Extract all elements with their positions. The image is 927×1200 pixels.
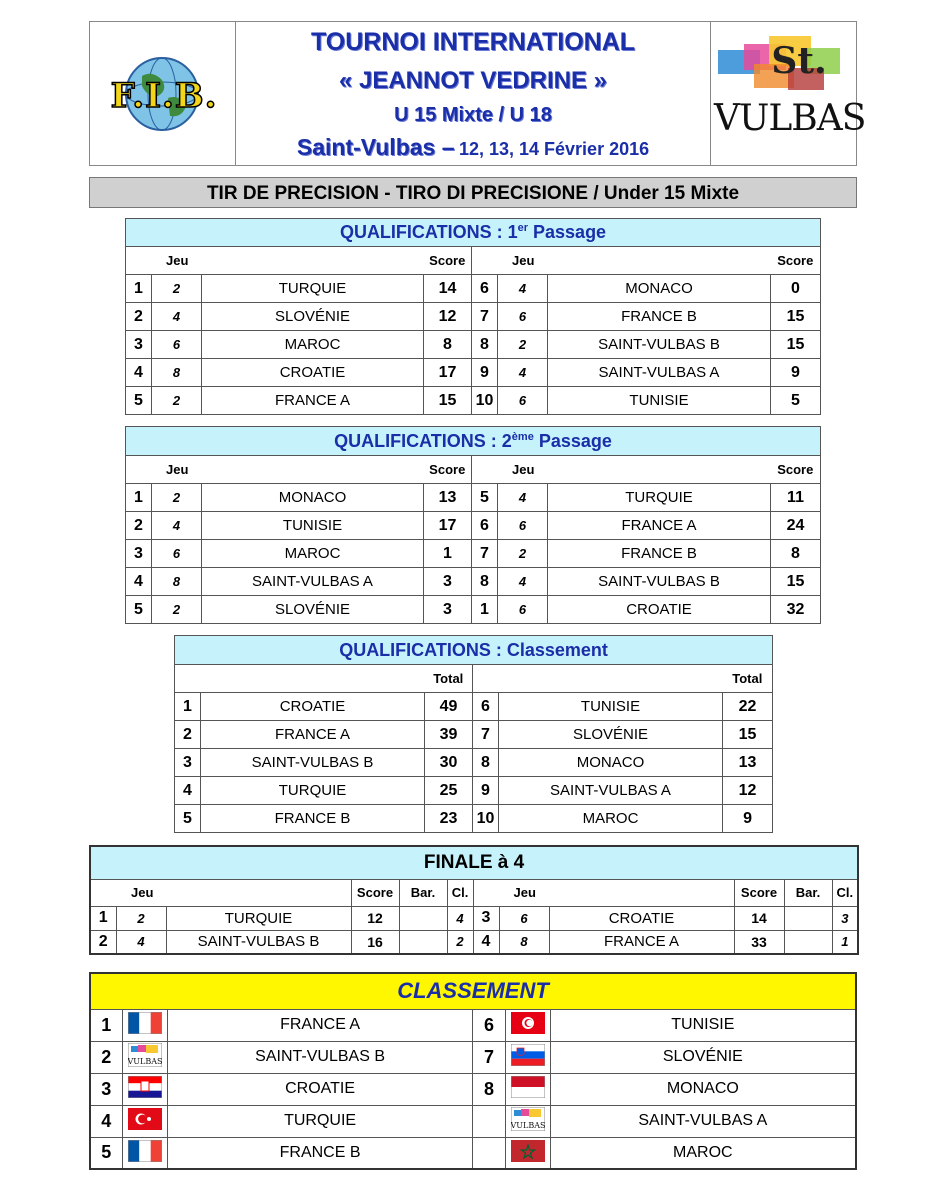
- table-row: 3 6 MAROC 8 8 2 SAINT-VULBAS B 15: [126, 331, 821, 359]
- table-row: 2 VULBAS SAINT-VULBAS B 7 SLOVÉNIE: [90, 1041, 856, 1073]
- table-row: 5 2 SLOVÉNIE 3 1 6 CROATIE 32: [126, 596, 821, 624]
- table-row: 5 2 FRANCE A 15 10 6 TUNISIE 5: [126, 387, 821, 415]
- croatia-flag-icon: [122, 1073, 167, 1105]
- table-row: 4 TURQUIE 25 9 SAINT-VULBAS A 12: [175, 777, 773, 805]
- table-row: 4 TURQUIE VULBAS SAINT-VULBAS A: [90, 1105, 856, 1137]
- slovenia-flag-icon: [505, 1041, 550, 1073]
- header-place: Saint-Vulbas –: [296, 134, 455, 160]
- table-row: 2 4 SAINT-VULBAS B 16 2 4 8 FRANCE A 33 1: [90, 930, 858, 954]
- final-four-title: FINALE à 4: [90, 846, 858, 879]
- table-row: 3 6 MAROC 1 7 2 FRANCE B 8: [126, 540, 821, 568]
- qualif-ranking-header-row: Total Total: [175, 665, 773, 693]
- france-flag-icon: [122, 1009, 167, 1041]
- pass2-table: [125, 426, 821, 624]
- pass2-title: QUALIFICATIONS : 2ème Passage: [126, 427, 821, 456]
- fib-logo-text: F.I.B.: [110, 76, 218, 116]
- svg-text:VULBAS: VULBAS: [127, 1057, 162, 1066]
- table-row: 4 8 CROATIE 17 9 4 SAINT-VULBAS A 9: [126, 359, 821, 387]
- header-title-line2: « JEANNOT VEDRINE »: [338, 67, 608, 94]
- header-dates: 12, 13, 14 Février 2016: [458, 139, 650, 159]
- header-title-line3: U 15 Mixte / U 18: [394, 104, 552, 126]
- table-row: 1 CROATIE 49 6 TUNISIE 22: [175, 693, 773, 721]
- final-ranking-title: CLASSEMENT: [90, 973, 856, 1009]
- qualif-ranking-title: QUALIFICATIONS : Classement: [175, 636, 773, 665]
- morocco-flag-icon: [505, 1137, 550, 1169]
- final-four-header-row: Jeu Score Bar. Cl. Jeu Score Bar. Cl.: [90, 879, 858, 906]
- final-ranking-table: [89, 972, 857, 1170]
- svg-text:VULBAS: VULBAS: [510, 1121, 545, 1130]
- table-row: 1 FRANCE A 6 TUNISIE: [90, 1009, 856, 1041]
- table-row: 3 SAINT-VULBAS B 30 8 MONACO 13: [175, 749, 773, 777]
- fib-logo: [94, 54, 234, 134]
- table-row: 3 CROATIE 8 MONACO: [90, 1073, 856, 1105]
- table-row: 5 FRANCE B 23 10 MAROC 9: [175, 805, 773, 833]
- header-place-dates: [236, 134, 710, 161]
- table-row: 2 4 TUNISIE 17 6 6 FRANCE A 24: [126, 512, 821, 540]
- table-row: 1 2 MONACO 13 5 4 TURQUIE 11: [126, 484, 821, 512]
- monaco-flag-icon: [505, 1073, 550, 1105]
- final-four-table: [89, 845, 859, 955]
- pass1-title: QUALIFICATIONS : 1er Passage: [126, 219, 821, 247]
- table-row: 5 FRANCE B MAROC: [90, 1137, 856, 1169]
- saint-vulbas-logo-icon: [122, 1041, 167, 1073]
- tunisia-flag-icon: [505, 1009, 550, 1041]
- qualif-ranking-table: [174, 635, 773, 833]
- logo-right-top: St.: [771, 40, 827, 82]
- logo-right-bottom: VULBAS: [714, 98, 866, 139]
- saint-vulbas-logo-icon: [505, 1105, 550, 1137]
- pass1-header-row: Jeu Score Jeu Score: [126, 247, 821, 275]
- section-title: TIR DE PRECISION - TIRO DI PRECISIONE / Under 15 Mixte: [89, 177, 857, 208]
- turkey-flag-icon: [122, 1105, 167, 1137]
- table-row: 1 2 TURQUIE 14 6 4 MONACO 0: [126, 275, 821, 303]
- header-title-line1: TOURNOI INTERNATIONAL: [310, 28, 636, 56]
- pass1-table: [125, 218, 821, 415]
- france-flag-icon: [122, 1137, 167, 1169]
- pass2-header-row: Jeu Score Jeu Score: [126, 456, 821, 484]
- table-row: 1 2 TURQUIE 12 4 3 6 CROATIE 14 3: [90, 906, 858, 930]
- table-row: 2 FRANCE A 39 7 SLOVÉNIE 15: [175, 721, 773, 749]
- table-row: 2 4 SLOVÉNIE 12 7 6 FRANCE B 15: [126, 303, 821, 331]
- table-row: 4 8 SAINT-VULBAS A 3 8 4 SAINT-VULBAS B 15: [126, 568, 821, 596]
- header-box: [89, 21, 866, 166]
- saint-vulbas-logo: [714, 30, 866, 160]
